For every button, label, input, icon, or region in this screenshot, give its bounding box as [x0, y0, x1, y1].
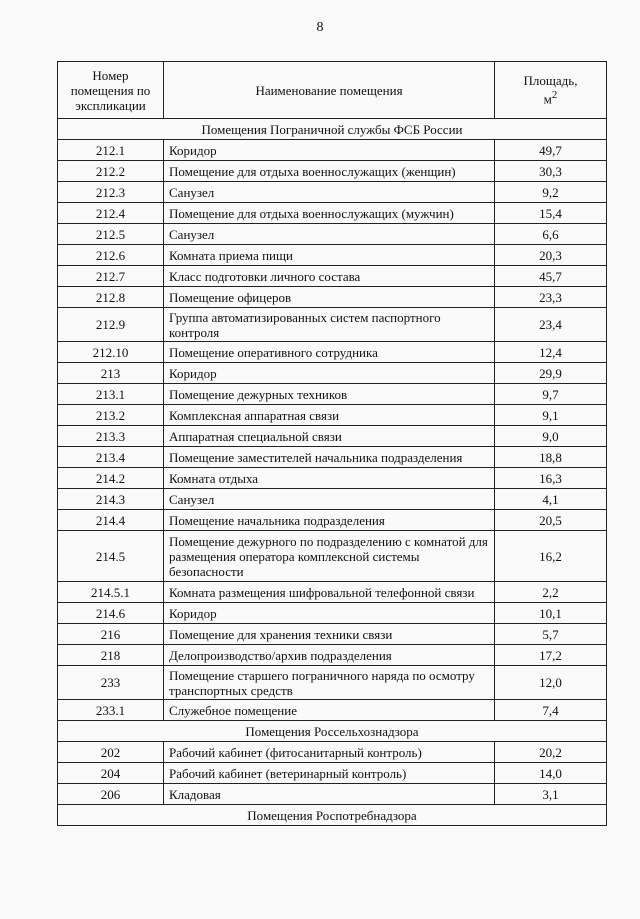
room-number-cell: 212.1 — [58, 140, 164, 161]
room-number-cell: 214.3 — [58, 489, 164, 510]
room-area-cell: 16,3 — [495, 468, 607, 489]
table-body — [58, 119, 607, 826]
room-name-cell: Санузел — [164, 182, 495, 203]
room-number-cell: 233 — [58, 666, 164, 700]
room-name-cell: Рабочий кабинет (фитосанитарный контроль) — [164, 742, 495, 763]
table-row — [58, 510, 607, 531]
room-name-cell: Класс подготовки личного состава — [164, 266, 495, 287]
table-row — [58, 384, 607, 405]
table-row — [58, 245, 607, 266]
section-header-row — [58, 805, 607, 826]
header-area-unit-sup: 2 — [551, 89, 558, 102]
room-area-cell: 23,3 — [495, 287, 607, 308]
room-name-cell: Служебное помещение — [164, 700, 495, 721]
table-row — [58, 308, 607, 342]
room-name-cell: Аппаратная специальной связи — [164, 426, 495, 447]
room-area-cell: 45,7 — [495, 266, 607, 287]
table-row — [58, 447, 607, 468]
room-number-cell: 214.2 — [58, 468, 164, 489]
room-name-cell: Коридор — [164, 140, 495, 161]
header-room-number: Номер помещения по экспликации — [58, 62, 164, 119]
room-number-cell: 212.5 — [58, 224, 164, 245]
room-area-cell: 30,3 — [495, 161, 607, 182]
room-number-cell: 212.9 — [58, 308, 164, 342]
room-name-cell: Комната отдыха — [164, 468, 495, 489]
room-area-cell: 6,6 — [495, 224, 607, 245]
room-name-cell: Помещение заместителей начальника подразделения — [164, 447, 495, 468]
room-number-cell: 212.2 — [58, 161, 164, 182]
room-name-cell: Помещение начальника подразделения — [164, 510, 495, 531]
table-row — [58, 203, 607, 224]
room-number-cell: 218 — [58, 645, 164, 666]
room-name-cell: Комплексная аппаратная связи — [164, 405, 495, 426]
room-number-cell: 213.3 — [58, 426, 164, 447]
room-number-cell: 212.10 — [58, 342, 164, 363]
room-area-cell: 9,7 — [495, 384, 607, 405]
room-area-cell: 7,4 — [495, 700, 607, 721]
room-number-cell: 214.4 — [58, 510, 164, 531]
room-number-cell: 212.3 — [58, 182, 164, 203]
room-number-cell: 202 — [58, 742, 164, 763]
table-row — [58, 645, 607, 666]
room-area-cell: 12,4 — [495, 342, 607, 363]
room-name-cell: Коридор — [164, 363, 495, 384]
table-row — [58, 742, 607, 763]
room-number-cell: 213.1 — [58, 384, 164, 405]
room-area-cell: 9,0 — [495, 426, 607, 447]
section-title: Помещения Роспотребнадзора — [58, 805, 607, 826]
table-row — [58, 426, 607, 447]
header-area-unit: м — [543, 91, 552, 107]
room-name-cell: Помещение дежурного по подразделению с комнатой для размещения оператора комплексной системы безопасности — [164, 531, 495, 582]
room-number-cell: 216 — [58, 624, 164, 645]
table-row — [58, 161, 607, 182]
table-row — [58, 405, 607, 426]
header-room-name: Наименование помещения — [164, 62, 495, 119]
room-name-cell: Рабочий кабинет (ветеринарный контроль) — [164, 763, 495, 784]
table-row — [58, 763, 607, 784]
room-area-cell: 20,5 — [495, 510, 607, 531]
room-area-cell: 20,3 — [495, 245, 607, 266]
room-name-cell: Помещение для отдыха военнослужащих (мужчин) — [164, 203, 495, 224]
room-area-cell: 23,4 — [495, 308, 607, 342]
room-name-cell: Делопроизводство/архив подразделения — [164, 645, 495, 666]
table-row — [58, 266, 607, 287]
table-row — [58, 603, 607, 624]
room-number-cell: 212.7 — [58, 266, 164, 287]
room-number-cell: 214.5.1 — [58, 582, 164, 603]
room-area-cell: 10,1 — [495, 603, 607, 624]
room-name-cell: Помещение для отдыха военнослужащих (женщин) — [164, 161, 495, 182]
section-title: Помещения Пограничной службы ФСБ России — [58, 119, 607, 140]
room-number-cell: 213.4 — [58, 447, 164, 468]
table-row — [58, 468, 607, 489]
room-number-cell: 213 — [58, 363, 164, 384]
room-area-cell: 5,7 — [495, 624, 607, 645]
header-area-label: Площадь, — [523, 73, 578, 89]
page-number: 8 — [316, 20, 324, 35]
table-row — [58, 700, 607, 721]
room-area-cell: 9,2 — [495, 182, 607, 203]
room-area-cell: 17,2 — [495, 645, 607, 666]
room-area-cell: 16,2 — [495, 531, 607, 582]
room-area-cell: 2,2 — [495, 582, 607, 603]
section-header-row — [58, 721, 607, 742]
table-row — [58, 140, 607, 161]
table-row — [58, 287, 607, 308]
table-row — [58, 224, 607, 245]
room-name-cell: Помещение для хранения техники связи — [164, 624, 495, 645]
section-title: Помещения Россельхознадзора — [58, 721, 607, 742]
table-row — [58, 531, 607, 582]
room-name-cell: Кладовая — [164, 784, 495, 805]
room-area-cell: 49,7 — [495, 140, 607, 161]
room-number-cell: 214.6 — [58, 603, 164, 624]
section-header-row — [58, 119, 607, 140]
room-area-cell: 15,4 — [495, 203, 607, 224]
table-row — [58, 342, 607, 363]
header-area — [495, 62, 607, 119]
table-row — [58, 489, 607, 510]
table-header-row — [58, 62, 607, 119]
room-number-cell: 212.8 — [58, 287, 164, 308]
room-number-cell: 212.6 — [58, 245, 164, 266]
room-area-cell: 18,8 — [495, 447, 607, 468]
room-name-cell: Комната приема пищи — [164, 245, 495, 266]
room-number-cell: 213.2 — [58, 405, 164, 426]
room-area-cell: 12,0 — [495, 666, 607, 700]
room-area-cell: 3,1 — [495, 784, 607, 805]
table-row — [58, 666, 607, 700]
table-row — [58, 624, 607, 645]
room-name-cell: Коридор — [164, 603, 495, 624]
room-area-cell: 4,1 — [495, 489, 607, 510]
table-row — [58, 182, 607, 203]
premises-table — [57, 61, 607, 826]
room-name-cell: Комната размещения шифровальной телефонной связи — [164, 582, 495, 603]
room-number-cell: 206 — [58, 784, 164, 805]
room-name-cell: Помещение старшего пограничного наряда по осмотру транспортных средств — [164, 666, 495, 700]
room-area-cell: 14,0 — [495, 763, 607, 784]
room-number-cell: 214.5 — [58, 531, 164, 582]
table-row — [58, 784, 607, 805]
room-name-cell: Группа автоматизированных систем паспортного контроля — [164, 308, 495, 342]
room-name-cell: Помещение офицеров — [164, 287, 495, 308]
room-number-cell: 204 — [58, 763, 164, 784]
table-row — [58, 582, 607, 603]
room-name-cell: Помещение оперативного сотрудника — [164, 342, 495, 363]
table-row — [58, 363, 607, 384]
room-area-cell: 9,1 — [495, 405, 607, 426]
room-name-cell: Санузел — [164, 489, 495, 510]
room-name-cell: Помещение дежурных техников — [164, 384, 495, 405]
room-number-cell: 212.4 — [58, 203, 164, 224]
room-name-cell: Санузел — [164, 224, 495, 245]
room-number-cell: 233.1 — [58, 700, 164, 721]
room-area-cell: 20,2 — [495, 742, 607, 763]
room-area-cell: 29,9 — [495, 363, 607, 384]
